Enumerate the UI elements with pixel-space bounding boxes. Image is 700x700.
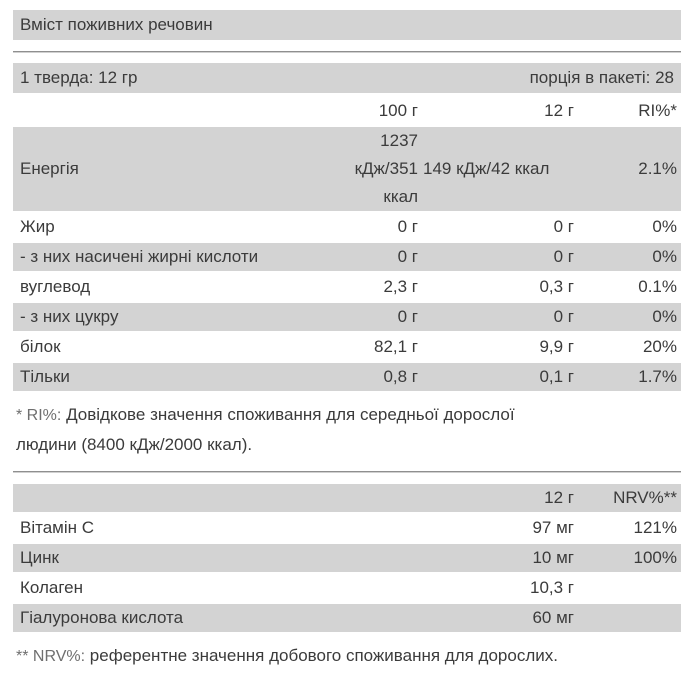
nutrition-panel xyxy=(13,10,681,671)
micronutrient-label: Колаген xyxy=(20,578,84,597)
micronutrient-row-collagen xyxy=(13,574,681,602)
column-header-blank xyxy=(13,484,421,512)
nutrient-row-salt xyxy=(13,363,681,391)
value-nrv-percent xyxy=(577,604,681,632)
value-ri-percent: 20% xyxy=(642,337,677,356)
micronutrient-label: Вітамін С xyxy=(20,518,95,537)
value-nrv-percent xyxy=(577,574,681,602)
value-100g: 0 г xyxy=(341,303,421,331)
micronutrient-row-hyaluronic-acid xyxy=(13,604,681,632)
value-ri-percent: 2.1% xyxy=(577,127,681,211)
value-12g: 149 кДж/42 ккал xyxy=(421,127,577,211)
value-100g: 1237 кДж/351 ккал xyxy=(341,127,421,211)
value-12g: 9,9 г xyxy=(539,337,574,356)
ri-footnote-marker: * RI%: xyxy=(16,407,62,424)
nutrient-label: Енергія xyxy=(13,127,341,211)
micronutrient-header-row xyxy=(13,484,681,512)
value-100g: 0 г xyxy=(397,217,418,236)
value-100g: 0 г xyxy=(341,243,421,271)
value-ri-percent: 0% xyxy=(577,243,681,271)
page-title: Вміст поживних речовин xyxy=(20,15,213,34)
servings-per-pack-label: порція в пакеті: 28 xyxy=(529,68,674,87)
nutrient-row-energy xyxy=(13,127,681,211)
column-header-blank xyxy=(13,97,341,125)
value-100g: 2,3 г xyxy=(383,277,418,296)
column-header-12g-2: 12 г xyxy=(421,484,577,512)
value-12g: 97 мг xyxy=(532,518,574,537)
value-12g: 10 мг xyxy=(421,544,577,572)
column-header-row xyxy=(13,97,681,125)
serving-size-label: 1 тверда: 12 гр xyxy=(20,68,138,87)
micronutrient-row-vitamin-c xyxy=(13,514,681,542)
nutrient-label: - з них цукру xyxy=(13,303,341,331)
ri-footnote-text: Довідкове значення споживання для середньої дорослої людини (8400 кДж/2000 ккал). xyxy=(16,405,515,454)
nutrient-row-sugars xyxy=(13,303,681,331)
nutrient-label: - з них насичені жирні кислоти xyxy=(13,243,341,271)
value-100g: 82,1 г xyxy=(373,337,418,356)
nutrient-label: білок xyxy=(20,337,61,356)
nutrient-row-protein xyxy=(13,333,681,361)
value-12g: 0 г xyxy=(421,243,577,271)
value-ri-percent: 0.1% xyxy=(638,277,677,296)
nutrient-row-saturated-fat xyxy=(13,243,681,271)
value-ri-percent: 0% xyxy=(652,217,677,236)
micronutrient-label: Гіалуронова кислота xyxy=(13,604,421,632)
value-12g: 0 г xyxy=(421,303,577,331)
micronutrient-label: Цинк xyxy=(13,544,421,572)
value-100g: 0,8 г xyxy=(341,363,421,391)
nutrient-row-carbohydrate xyxy=(13,273,681,301)
serving-bar xyxy=(13,63,681,93)
divider-middle xyxy=(13,471,681,473)
column-header-100g: 100 г xyxy=(378,101,418,120)
ri-footnote xyxy=(16,400,536,459)
nrv-footnote-marker: ** NRV%: xyxy=(16,648,86,665)
value-12g: 0,1 г xyxy=(421,363,577,391)
nutrition-table xyxy=(13,95,681,393)
value-ri-percent: 0% xyxy=(577,303,681,331)
value-12g: 10,3 г xyxy=(529,578,574,597)
column-header-12g: 12 г xyxy=(544,101,574,120)
micronutrient-table xyxy=(13,482,681,634)
nutrient-label: Жир xyxy=(20,217,55,236)
nrv-footnote xyxy=(16,641,676,671)
nutrient-label: Тільки xyxy=(13,363,341,391)
nrv-footnote-text: референтне значення добового споживання для дорослих. xyxy=(89,646,558,665)
divider-top xyxy=(13,51,681,53)
nutrient-label: вуглевод xyxy=(20,277,91,296)
value-ri-percent: 1.7% xyxy=(577,363,681,391)
nutrient-row-fat xyxy=(13,213,681,241)
title-bar xyxy=(13,10,681,40)
value-nrv-percent: 100% xyxy=(577,544,681,572)
micronutrient-row-zinc xyxy=(13,544,681,572)
value-nrv-percent: 121% xyxy=(633,518,677,537)
value-12g: 0 г xyxy=(553,217,574,236)
column-header-ri: RI%* xyxy=(638,101,677,120)
value-12g: 60 мг xyxy=(421,604,577,632)
column-header-nrv: NRV%** xyxy=(577,484,681,512)
value-12g: 0,3 г xyxy=(539,277,574,296)
